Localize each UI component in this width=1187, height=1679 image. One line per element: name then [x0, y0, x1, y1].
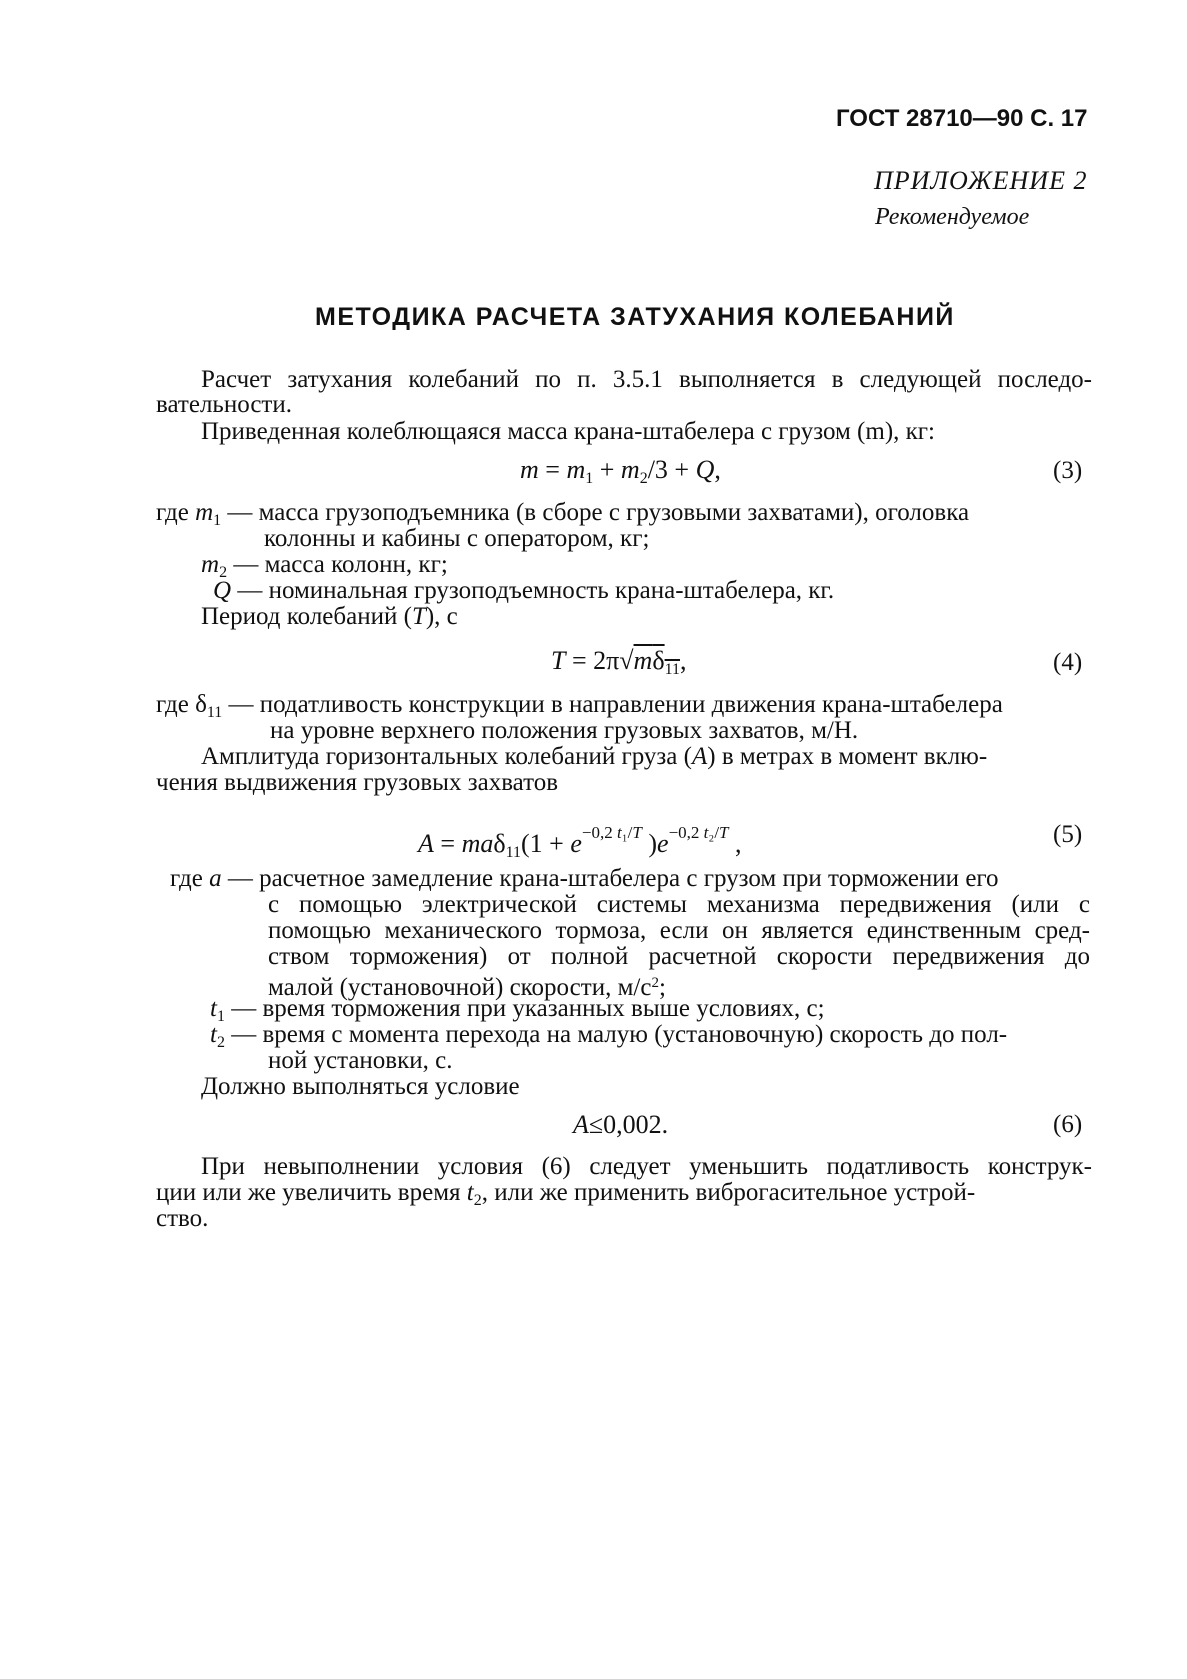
definition-line: помощью механического тормоза, если он является единственным сред- [268, 917, 1090, 944]
formula-6: A≤0,002. [573, 1110, 669, 1139]
intro-line: вательности. [156, 391, 292, 418]
formula-number: (6) [1053, 1111, 1083, 1138]
page-header [836, 104, 1088, 134]
formula-number: (4) [1053, 649, 1083, 676]
period-line: Период колебаний (T), с [201, 603, 458, 630]
definition-line: ством торможения) от полной расчетной скорости передвижения до [268, 943, 1090, 970]
conclusion-line: При невыполнении условия (6) следует уменьшить податливость конструк- [201, 1153, 1092, 1180]
definition-line: колонны и кабины с оператором, кг; [264, 525, 650, 552]
amplitude-line: Амплитуда горизонтальных колебаний груза (A) в метрах в момент вклю- [201, 743, 988, 770]
amplitude-line: чения выдвижения грузовых захватов [156, 769, 559, 796]
conclusion-line: ство. [156, 1205, 209, 1232]
formula-3: $m = m_1 + m_2/3 + Q$, [520, 455, 721, 487]
page-title: МЕТОДИКА РАСЧЕТА ЗАТУХАНИЯ КОЛЕБАНИЙ [315, 303, 955, 331]
standard-number: ГОСТ 28710—90 [836, 105, 1024, 132]
formula-4: $T = 2\pi√m\delta_{11}$, [551, 646, 687, 678]
intro-line: Приведенная колеблющаяся масса крана-штабелера с грузом (m), кг: [201, 418, 935, 445]
formula-number: (5) [1053, 821, 1083, 848]
definition-line: с помощью электрической системы механизма передвижения (или с [268, 891, 1090, 918]
appendix-status: Рекомендуемое [875, 204, 1030, 230]
appendix-label: ПРИЛОЖЕНИЕ 2 [874, 166, 1088, 195]
definition-m1: где $m_1$ — масса грузоподъемника (в сборе с грузовыми захватами), оголовка [156, 499, 970, 529]
definition-q: Q — номинальная грузоподъемность крана-штабелера, кг. [213, 577, 835, 604]
definition-m2: $m_2$ — масса колонн, кг; [201, 551, 448, 581]
formula-number: (3) [1053, 457, 1083, 484]
definition-t1: $t_1$ — время торможения при указанных выше условиях, с; [210, 995, 825, 1025]
definition-t2: $t_2$ — время с момента перехода на малую (установочную) скорость до пол- [210, 1021, 1008, 1051]
definition-line: ной установки, с. [268, 1047, 453, 1074]
definition-delta: где $\delta_{11}$ — податливость конструкции в направлении движения крана-штабелера [156, 691, 1003, 721]
intro-line: Расчет затухания колебаний по п. 3.5.1 выполняется в следующей последо- [201, 366, 1092, 393]
definition-a: где a — расчетное замедление крана-штабелера с грузом при торможении его [170, 865, 999, 892]
condition-line: Должно выполняться условие [201, 1073, 520, 1100]
definition-line: на уровне верхнего положения грузовых захватов, м/Н. [270, 717, 859, 744]
page-number: С. 17 [1030, 105, 1088, 132]
conclusion-line: ции или же увеличить время $t_2$, или же применить виброгасительное устрой- [156, 1179, 976, 1209]
definition-line: малой (установочной) скорости, $м/с^2$; [268, 974, 666, 1001]
formula-5: $A = ma\delta_{11}(1 + e^{-0,2 t_1/T}$ )$e^{-0,2 t_2/T}$ , [418, 823, 742, 861]
